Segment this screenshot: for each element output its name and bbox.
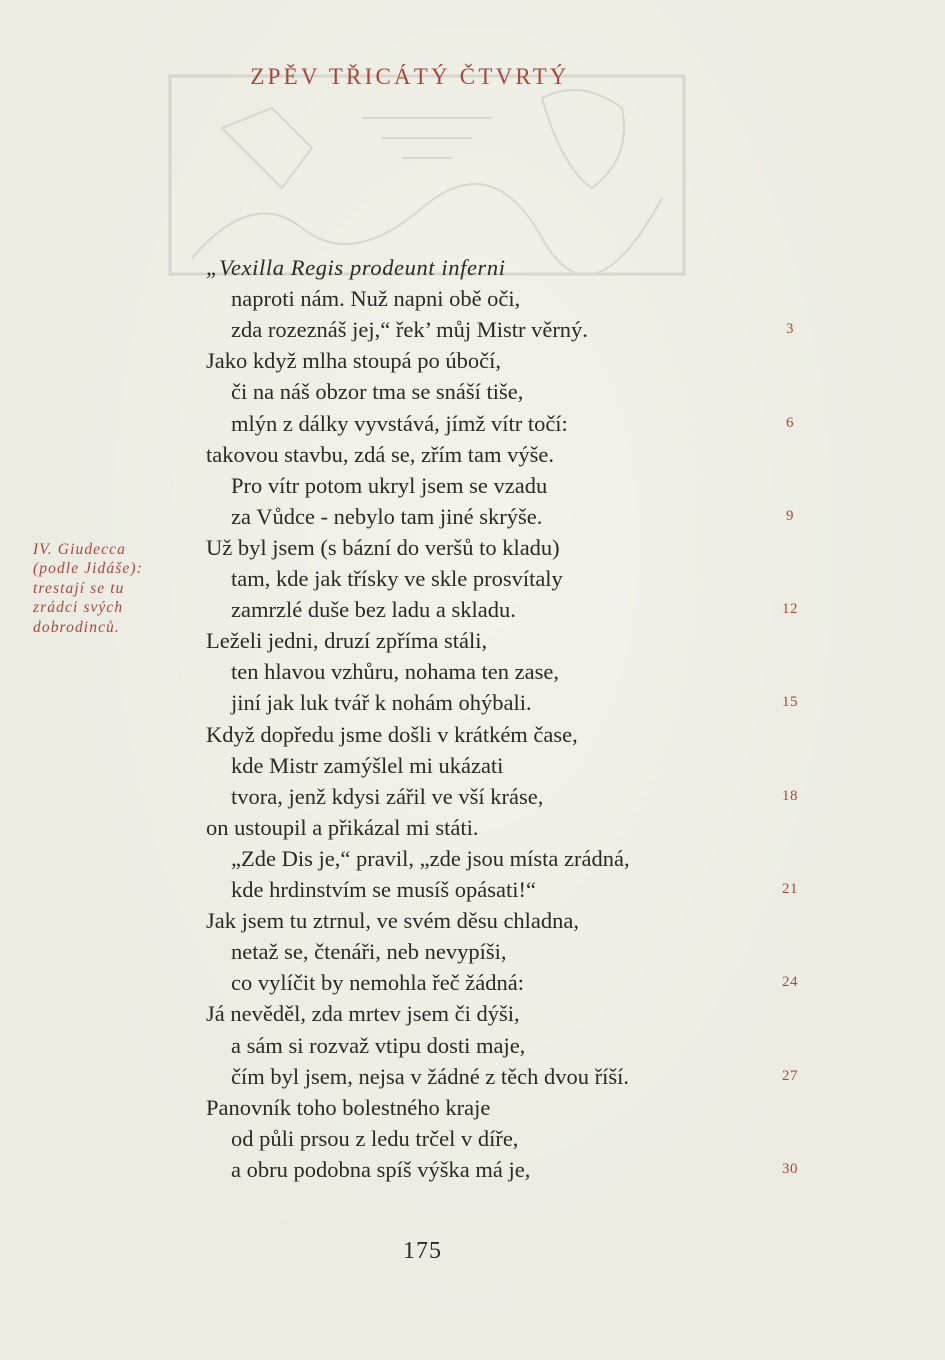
verse-line xyxy=(0,687,945,718)
verse-line xyxy=(0,314,945,345)
verse-text: tvora, jenž kdysi zářil ve vší kráse, xyxy=(231,783,544,809)
verse-line xyxy=(0,1061,945,1092)
verse-line xyxy=(0,750,945,781)
verse-text: či na náš obzor tma se snáší tiše, xyxy=(231,379,524,405)
verse-text: Jako když mlha stoupá po úbočí, xyxy=(206,348,501,374)
verse-text: jiní jak luk tvář k nohám ohýbali. xyxy=(231,690,532,716)
verse-line xyxy=(0,967,945,998)
line-number: 12 xyxy=(782,601,798,618)
verse-line xyxy=(0,781,945,812)
verse-line xyxy=(0,719,945,750)
verse-text: zda rozeznáš jej,“ řek’ můj Mistr věrný. xyxy=(231,317,588,343)
verse-line xyxy=(0,470,945,501)
line-number: 27 xyxy=(782,1067,798,1084)
page-number: 175 xyxy=(403,1238,442,1264)
verse-text: čím byl jsem, nejsa v žádné z těch dvou říší. xyxy=(231,1063,630,1089)
verse-line xyxy=(0,905,945,936)
marginal-note-line: IV. Giudecca xyxy=(33,541,126,558)
verse-line xyxy=(0,1123,945,1154)
verse-text: kde hrdinstvím se musíš opásati!“ xyxy=(231,877,536,902)
verse-line xyxy=(0,345,945,376)
running-head: ZPĚV TŘICÁTÝ ČTVRTÝ xyxy=(250,64,570,89)
verse-text: za Vůdce - nebylo tam jiné skrýše. xyxy=(231,503,543,529)
verse-text: a sám si rozvaž vtipu dosti maje, xyxy=(231,1032,526,1058)
verse-line xyxy=(0,998,945,1029)
verse-line xyxy=(0,874,945,905)
verse-text: Když dopředu jsme došli v krátkém čase, xyxy=(206,721,578,747)
line-number: 3 xyxy=(786,321,794,338)
verse-text: „Zde Dis je,“ pravil, „zde jsou místa zrádná, xyxy=(231,845,630,871)
verse-text: Leželi jedni, druzí zpříma stáli, xyxy=(206,628,488,654)
verse-text: takovou stavbu, zdá se, zřím tam výše. xyxy=(206,441,555,467)
verse-line xyxy=(0,936,945,967)
verse-text: Jak jsem tu ztrnul, ve svém děsu chladna, xyxy=(206,908,580,934)
verse-text: „Vexilla Regis prodeunt inferni xyxy=(206,255,506,280)
verse-text: Panovník toho bolestného kraje xyxy=(206,1094,491,1120)
marginal-note-line: (podle Jidáše): xyxy=(33,560,143,578)
verse-line xyxy=(0,1092,945,1123)
marginal-note-line: zrádci svých xyxy=(33,599,124,617)
show-through-woodcut xyxy=(162,68,692,278)
verse-text: Já nevěděl, zda mrtev jsem či dýši, xyxy=(206,1001,520,1027)
line-number: 9 xyxy=(786,507,794,524)
verse-text: kde Mistr zamýšlel mi ukázati xyxy=(231,752,504,778)
verse-line xyxy=(0,656,945,687)
marginal-note-line: dobrodinců. xyxy=(33,618,120,636)
verse-text: on ustoupil a přikázal mi státi. xyxy=(206,814,479,840)
verse-text: co vylíčit by nemohla řeč žádná: xyxy=(231,970,525,996)
verse-text: Už byl jsem (s bázní do veršů to kladu) xyxy=(206,534,560,560)
verse-text: mlýn z dálky vyvstává, jímž vítr točí: xyxy=(231,410,568,436)
verse-line xyxy=(0,1154,945,1185)
line-number: 6 xyxy=(786,414,794,431)
verse-text: naproti nám. Nuž napni obě oči, xyxy=(231,286,521,312)
line-number: 21 xyxy=(782,881,798,897)
verse-line xyxy=(0,1030,945,1061)
verse-line xyxy=(0,532,945,563)
verse-line xyxy=(0,376,945,407)
line-number: 24 xyxy=(782,974,798,991)
verse-line xyxy=(0,501,945,532)
marginal-note-line: trestají se tu xyxy=(33,579,125,597)
verse-line xyxy=(0,439,945,470)
verse-line xyxy=(0,408,945,439)
verse-text: od půli prsou z ledu trčel v díře, xyxy=(231,1125,519,1151)
verse-text: tam, kde jak třísky ve skle prosvítaly xyxy=(231,566,563,591)
verse-line xyxy=(0,563,945,594)
verse-line xyxy=(0,594,945,625)
verse-line xyxy=(0,625,945,656)
verse-text: Pro vítr potom ukryl jsem se vzadu xyxy=(231,472,548,498)
verse-text: netaž se, čtenáři, neb nevypíši, xyxy=(231,939,507,965)
line-number: 15 xyxy=(782,694,798,711)
verse-text: a obru podobna spíš výška má je, xyxy=(231,1156,531,1182)
verse-text: ten hlavou vzhůru, nohama ten zase, xyxy=(231,659,560,685)
verse-line xyxy=(0,252,945,283)
line-number: 18 xyxy=(782,787,798,804)
line-number: 30 xyxy=(782,1160,798,1177)
verse-line xyxy=(0,812,945,843)
verse-line xyxy=(0,283,945,314)
verse-line xyxy=(0,843,945,874)
verse-text: zamrzlé duše bez ladu a skladu. xyxy=(231,597,516,623)
